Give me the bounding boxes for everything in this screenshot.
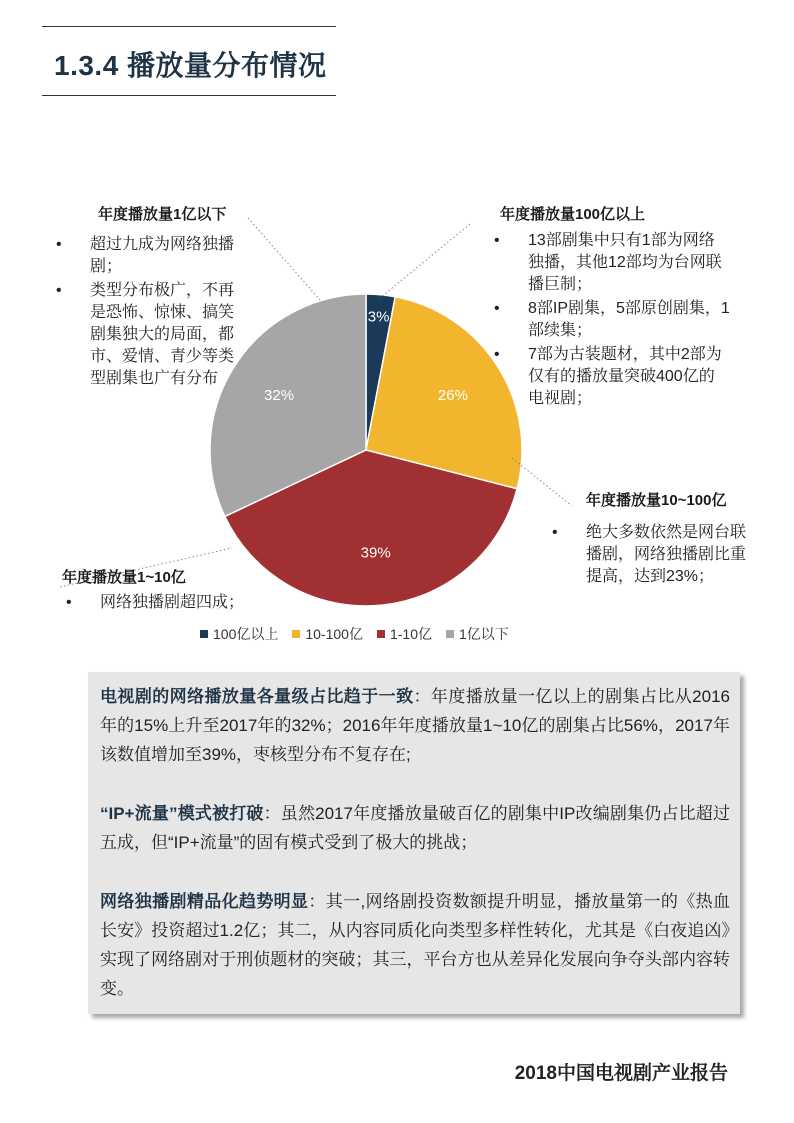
title-underline [42, 95, 336, 96]
summary-paragraph [100, 887, 730, 1003]
summary-text: ：年度播放量一亿以上的剧集占比从2016年的15%上升至2017年的32%；2016年年度播放量1~10亿的剧集占比56%，2017年该数值增加至39%，枣核型分布不复存在; [100, 687, 731, 764]
top-rule [42, 26, 336, 27]
legend-swatch [377, 630, 385, 638]
annotation-list-1-10 [66, 592, 306, 616]
slice-value-label: 26% [437, 386, 468, 404]
list-item: • 13部剧集中只有1部为网络独播，其他12部均为台网联播巨制； [494, 230, 730, 296]
annotation-list-10-100 [552, 522, 748, 590]
legend-item [446, 624, 509, 644]
legend-item [292, 624, 363, 644]
list-item: • 8部IP剧集，5部原创剧集，1部续集； [494, 298, 730, 342]
annotation-title-above-100: 年度播放量100亿以上 [500, 206, 646, 223]
list-item: • 绝大多数依然是网台联播剧，网络独播剧比重提高，达到23%； [552, 522, 748, 588]
legend-item [200, 624, 278, 644]
summary-text: ：其一,网络剧投资数额提升明显，播放量第一的《热血长安》投资超过1.2亿；其二，从内容同质化向类型多样性转化，尤其是《白夜追凶》实现了网络剧对于刑侦题材的突破；其三，平台方也从差异化发展向争夺头部内容转变。 [100, 892, 730, 998]
legend-label: 100亿以上 [213, 626, 279, 642]
legend-label: 1-10亿 [389, 626, 432, 642]
legend-swatch [292, 630, 300, 638]
leader-line-below-1 [248, 218, 320, 300]
legend-swatch [200, 630, 208, 638]
slice-value-label: 3% [367, 308, 390, 326]
summary-paragraph [100, 799, 730, 857]
slice-value-label: 32% [264, 386, 295, 404]
report-footer: 2018中国电视剧产业报告 [514, 1063, 728, 1084]
legend-label: 1亿以下 [458, 626, 509, 642]
annotation-title-1-10: 年度播放量1~10亿 [62, 569, 186, 586]
annotation-title-10-100: 年度播放量10~100亿 [586, 492, 727, 509]
summary-text: ：虽然2017年度播放量破百亿的剧集中IP改编剧集仍占比超过五成，但“IP+流量”的固有模式受到了极大的挑战； [100, 804, 730, 852]
slice-value-label: 39% [360, 544, 391, 562]
legend-label: 10-100亿 [305, 626, 363, 642]
summary-heading: 电视剧的网络播放量各量级占比趋于一致 [100, 687, 414, 706]
chart-legend [200, 624, 509, 644]
list-item: • 类型分布极广，不再是恐怖、惊悚、搞笑剧集独大的局面，都市、爱情、青少等类型剧集也广有分布 [56, 280, 240, 390]
legend-swatch [446, 630, 454, 638]
list-item: • 超过九成为网络独播剧； [56, 234, 240, 278]
page-title: 1.3.4 播放量分布情况 [54, 50, 327, 81]
summary-heading: “IP+流量”模式被打破 [100, 804, 264, 823]
summary-box [88, 672, 740, 1014]
annotation-list-below-1 [56, 234, 240, 392]
summary-heading: 网络独播剧精品化趋势明显 [100, 892, 309, 911]
legend-item [377, 624, 432, 644]
list-item: • 网络独播剧超四成； [66, 592, 306, 614]
leader-line-above-100 [380, 224, 470, 298]
summary-paragraph [100, 682, 730, 769]
annotation-list-above-100 [494, 230, 730, 412]
list-item: • 7部为古装题材，其中2部为仅有的播放量突破400亿的电视剧； [494, 344, 730, 410]
annotation-title-below-1: 年度播放量1亿以下 [98, 206, 227, 223]
